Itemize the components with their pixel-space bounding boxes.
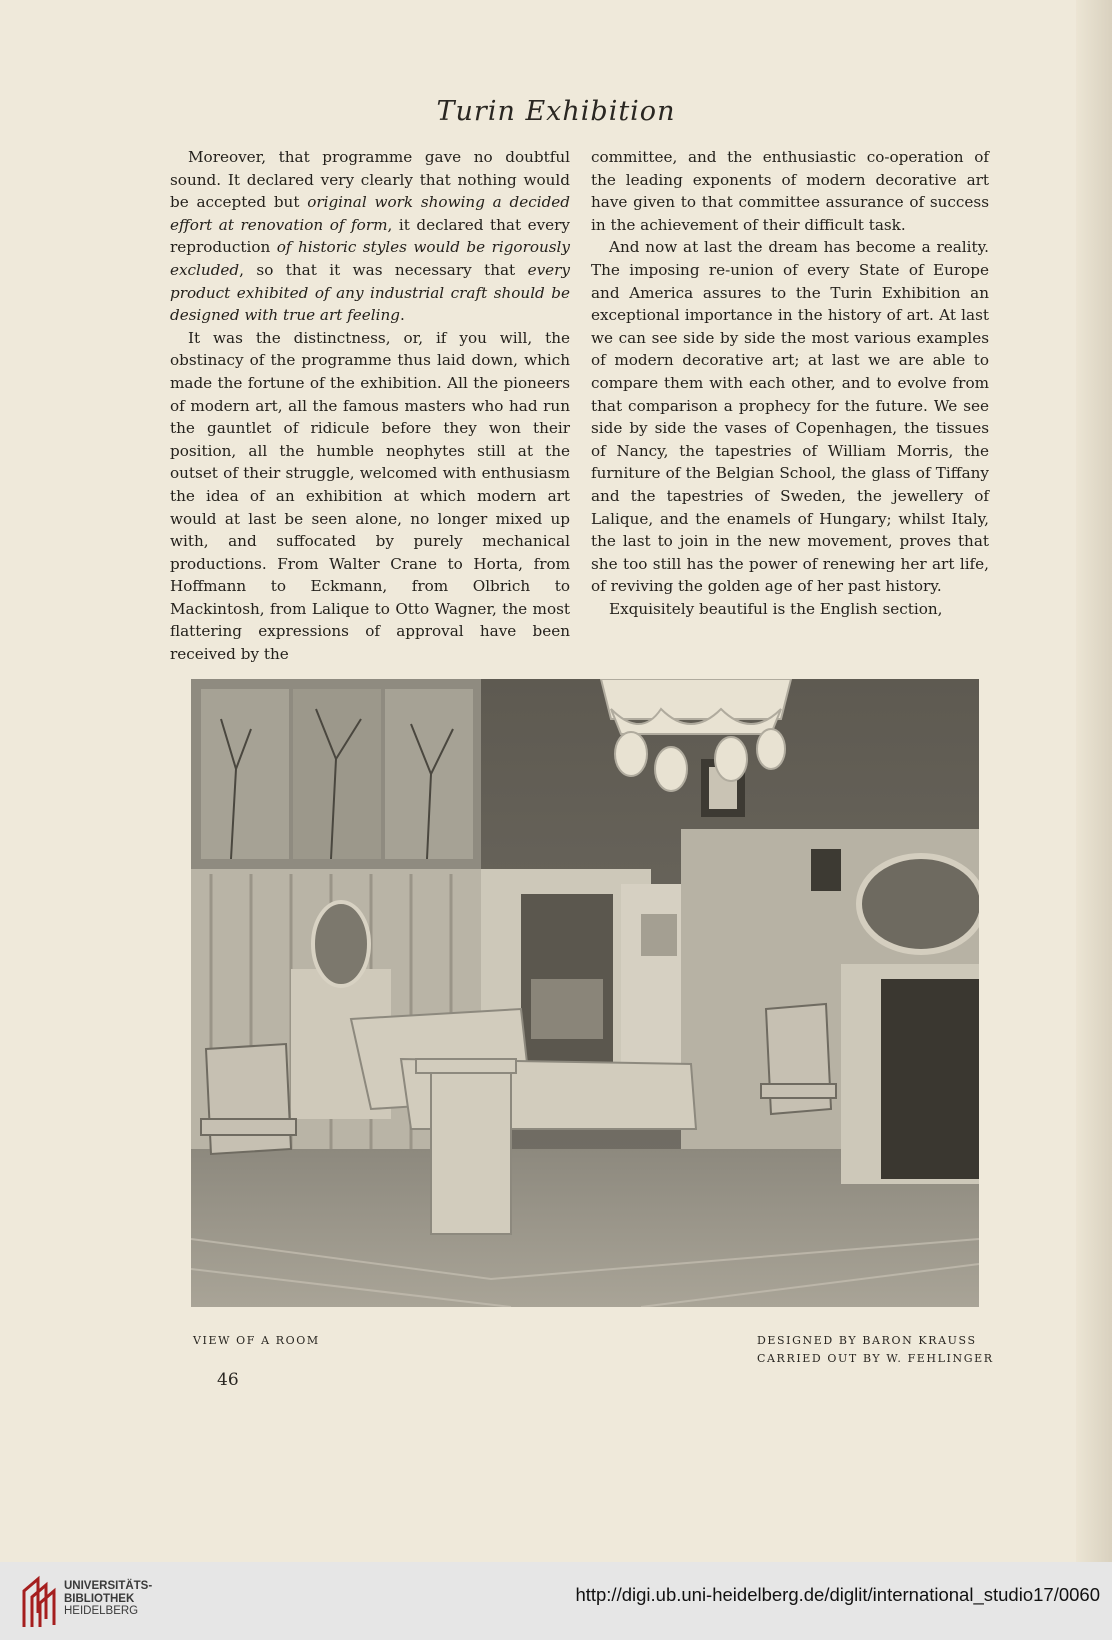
italic-span: of historic styles would be rigorously excluded (170, 238, 570, 279)
library-logo-icon (20, 1573, 60, 1629)
figure-caption-designer: DESIGNED BY BARON KRAUSS (757, 1334, 977, 1347)
text-span: , it declared that every reproduction (170, 215, 570, 257)
room-photograph (191, 679, 979, 1307)
paragraph: committee, and the enthusiastic co-operation of the leading exponents of modern decorative art have given to that committee assurance of success in the achievement of their difficult task. (591, 148, 989, 234)
page-number: 46 (217, 1370, 239, 1390)
paragraph: Exquisitely beautiful is the English section, (609, 599, 943, 618)
figure-caption-maker: CARRIED OUT BY W. FEHLINGER (757, 1352, 994, 1365)
figure-caption-title: VIEW OF A ROOM (193, 1334, 320, 1347)
running-title: Turin Exhibition (436, 96, 676, 127)
library-name-line: BIBLIOTHEK (64, 1592, 135, 1605)
source-url-link[interactable]: http://digi.ub.uni-heidelberg.de/diglit/international_studio17/0060 (575, 1584, 1100, 1605)
italic-span: original work showing a decided effort at renovation of form (170, 193, 571, 234)
library-name-line: UNIVERSITÄTS- (64, 1580, 153, 1592)
text-span: Moreover, that programme gave no doubtful sound. It declared very clearly that nothing would be accepted but (170, 148, 570, 212)
page-edge-shadow (1076, 0, 1112, 1562)
paragraph: It was the distinctness, or, if you will, the obstinacy of the programme thus laid down, which made the fortune of the exhibition. All the pioneers of modern art, all the famous masters who had run the gauntlet of ridicule before they won their position, all the humble neophytes still at the outset of their struggle, welcomed with enthusiasm the idea of an exhibition at which modern art would at last be seen alone, no longer mixed up with, and suffocated by purely mechanical productions. From Walter Crane to Horta, from Hoffmann to Eckmann, from Olbrich to Mackintosh, from Lalique to Otto Wagner, the most flattering expressions of approval have been received by the (170, 328, 570, 664)
text-span: . (400, 306, 405, 325)
paragraph (170, 146, 570, 327)
left-text-column (170, 146, 570, 666)
right-text-column (591, 146, 989, 620)
library-name-line: HEIDELBERG (64, 1605, 139, 1617)
room-photograph-drawing (191, 679, 979, 1307)
library-name (64, 1580, 152, 1618)
text-span: , so that it was necessary that (239, 260, 528, 279)
italic-span: every product exhibited of any industrial craft should be designed with true art feeling (170, 260, 570, 325)
paragraph: And now at last the dream has become a reality. The imposing re-union of every State of Europe and America assures to the Turin Exhibition an exceptional importance in the history of art. At last we can see side by side the most various examples of modern decorative art; at last we are able to compare them with each other, and to evolve from that comparison a prophecy for the future. We see side by side the vases of Copenhagen, the tissues of Nancy, the tapestries of William Morris, the furniture of the Belgian School, the glass of Tiffany and the tapestries of Sweden, the jewellery of Lalique, and the enamels of Hungary; whilst Italy, the last to join in the new movement, proves that she too still has the power of renewing her art life, of reviving the golden age of her past history. (591, 238, 989, 596)
